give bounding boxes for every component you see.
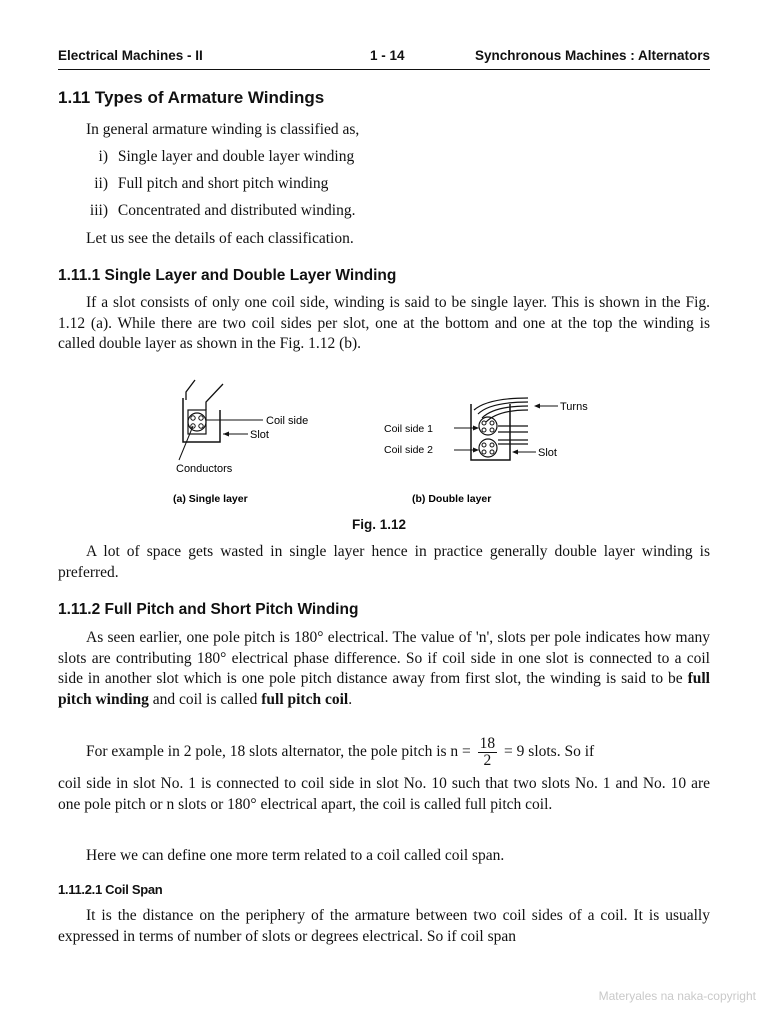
section-heading-1-11-2-1: 1.11.2.1 Coil Span	[58, 882, 163, 897]
para-text: .	[348, 690, 353, 708]
fraction-18-over-2	[478, 736, 498, 769]
label-coil-side-1: Coil side 1	[384, 423, 434, 435]
list-marker: ii)	[94, 175, 108, 192]
list-text: Concentrated and distributed winding.	[117, 202, 356, 219]
term-full-pitch-coil: full pitch coil	[261, 690, 349, 708]
label-coil-side-2: Coil side 2	[384, 444, 434, 456]
label-slot-a: Slot	[250, 429, 269, 441]
intro-text: In general armature winding is classified as,	[86, 121, 360, 138]
list-marker: i)	[98, 148, 108, 165]
fraction-denominator: 2	[483, 752, 492, 769]
header-rule	[58, 69, 710, 70]
caption-a: (a) Single layer	[173, 493, 248, 505]
term-full-pitch-winding: full pitch winding	[58, 670, 710, 708]
section-heading-1-11: 1.11 Types of Armature Windings	[58, 88, 325, 107]
figure-caption: Fig. 1.12	[352, 517, 407, 532]
list-text: Full pitch and short pitch winding	[117, 175, 329, 192]
example-text: For example in 2 pole, 18 slots alternator, the pole pitch is n =	[86, 743, 471, 761]
header-chapter-title: Synchronous Machines : Alternators	[474, 48, 710, 63]
caption-b: (b) Double layer	[412, 493, 492, 505]
para-text: As seen earlier, one pole pitch is 180° electrical. The value of 'n', slots per pole indicates how many slots are contributing 180° electrical phase difference. So if coil side in one slot is connected to a coil side in another slot which is one pole pitch distance away from first slot, the winding is said to be	[58, 629, 710, 687]
label-slot-b: Slot	[538, 447, 557, 459]
example-line	[86, 736, 594, 769]
label-coil-side-a: Coil side	[266, 415, 309, 427]
list-item	[58, 201, 356, 221]
paragraph-example-continued: coil side in slot No. 1 is connected to coil side in slot No. 10 such that two slots No. 1 and No. 10 are one pole pitch or n slots or 180° electrical apart, the coil is called full pitch coil.	[58, 775, 710, 813]
paragraph-after-figure: A lot of space gets wasted in single layer hence in practice generally double layer winding is preferred.	[58, 543, 710, 581]
coil-span-intro: Here we can define one more term related to a coil called coil span.	[86, 847, 505, 864]
para-text: and coil is called	[148, 690, 262, 708]
copyright-watermark: Materyales na naka-copyright	[598, 989, 756, 1003]
header-book-title: Electrical Machines - II	[58, 48, 203, 63]
section-heading-1-11-1: 1.11.1 Single Layer and Double Layer Winding	[58, 267, 397, 284]
list-text: Single layer and double layer winding	[117, 148, 355, 165]
paragraph-single-double-layer: If a slot consists of only one coil side, winding is said to be single layer. This is shown in the Fig. 1.12 (a). While there are two coil sides per slot, one at the bottom and one at the top the winding is called double layer as shown in the Fig. 1.12 (b).	[58, 294, 710, 352]
single-layer-slot-diagram	[179, 380, 263, 460]
label-conductors: Conductors	[176, 463, 233, 475]
section-heading-1-11-2: 1.11.2 Full Pitch and Short Pitch Winding	[58, 601, 359, 618]
running-header	[58, 48, 710, 68]
list-item	[58, 174, 328, 194]
paragraph-full-pitch	[58, 628, 710, 710]
figure-1-12	[58, 370, 710, 520]
list-marker: iii)	[89, 202, 108, 219]
header-page-number: 1 - 14	[370, 48, 405, 63]
fraction-numerator: 18	[479, 735, 496, 752]
list-item	[58, 147, 354, 167]
paragraph-coil-span: It is the distance on the periphery of the armature between two coil sides of a coil. It is usually expressed in terms of number of slots or degrees electrical. So if coil span	[58, 907, 710, 945]
outro-text: Let us see the details of each classification.	[86, 230, 354, 247]
label-turns: Turns	[560, 401, 588, 413]
example-text: = 9 slots. So if	[504, 743, 595, 761]
